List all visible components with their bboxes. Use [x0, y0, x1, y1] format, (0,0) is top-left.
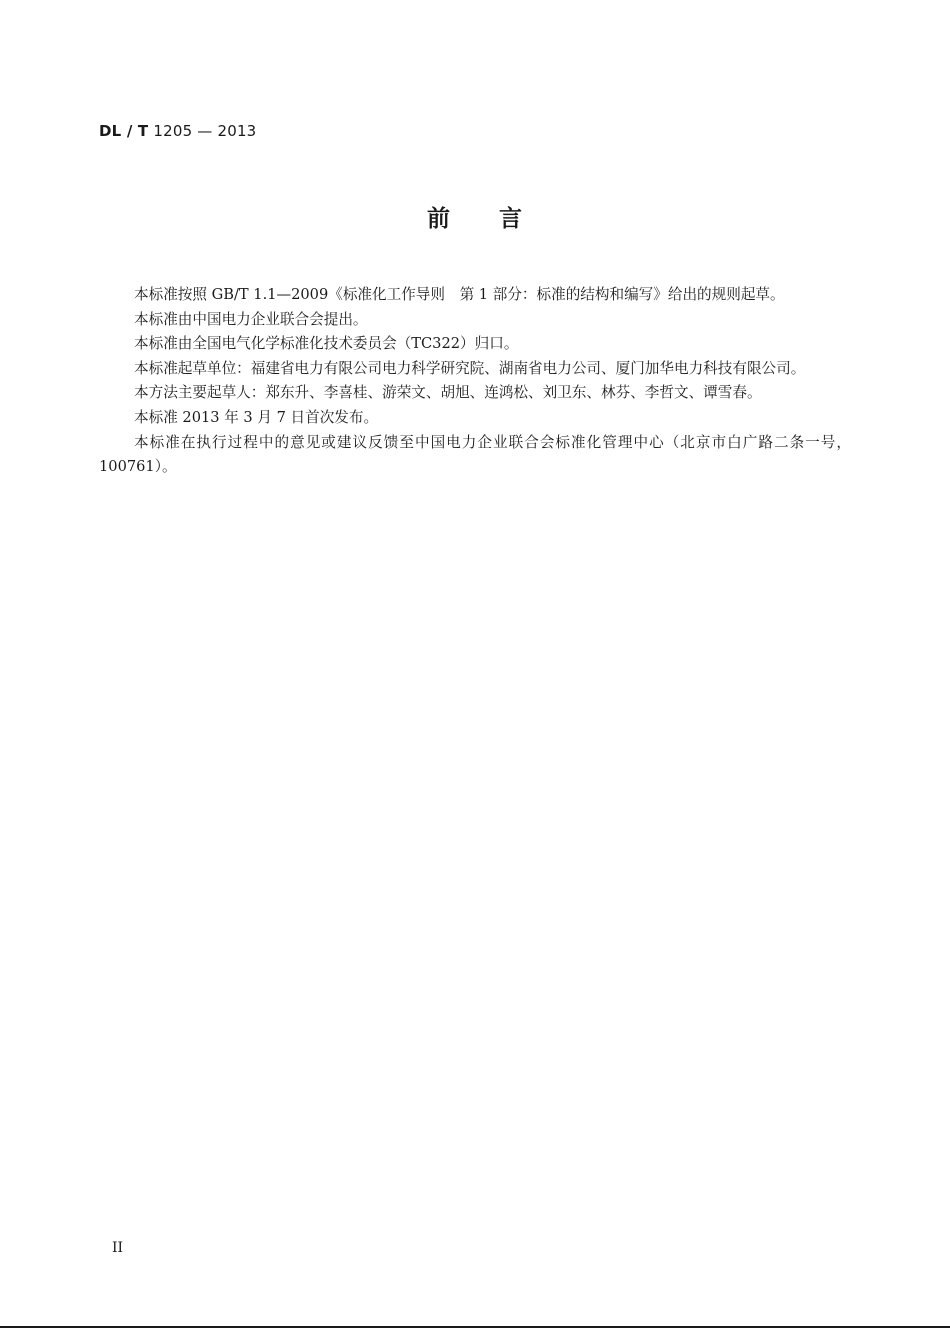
paragraph-drafters: 本方法主要起草人：郑东升、李喜桂、游荣文、胡旭、连鸿松、刘卫东、林芬、李哲文、谭雪春。 [134, 384, 762, 402]
foreword-body [99, 283, 851, 480]
bottom-divider [0, 1326, 950, 1328]
page-title: 前 言 [427, 206, 523, 232]
paragraph-centralized-by: 本标准由全国电气化学标准化技术委员会（TC322）归口。 [134, 335, 519, 353]
paragraph-release-date: 本标准 2013 年 3 月 7 日首次发布。 [134, 408, 379, 426]
paragraph-proposed-by: 本标准由中国电力企业联合会提出。 [134, 310, 368, 328]
standard-code [99, 122, 256, 140]
page-number: II [112, 1240, 124, 1256]
standard-code-prefix: DL / T [99, 122, 149, 140]
paragraph-drafting-rules: 本标准按照 GB/T 1.1—2009《标准化工作导则 第 1 部分：标准的结构和编写》给出的规则起草。 [134, 286, 785, 303]
standard-code-number: 1205 — 2013 [148, 122, 257, 140]
paragraph-drafting-units: 本标准起草单位：福建省电力有限公司电力科学研究院、湖南省电力公司、厦门加华电力科技有限公司。 [134, 359, 806, 377]
paragraph-feedback: 本标准在执行过程中的意见或建议反馈至中国电力企业联合会标准化管理中心（北京市白广路二条一号，100761）。 [99, 433, 851, 476]
